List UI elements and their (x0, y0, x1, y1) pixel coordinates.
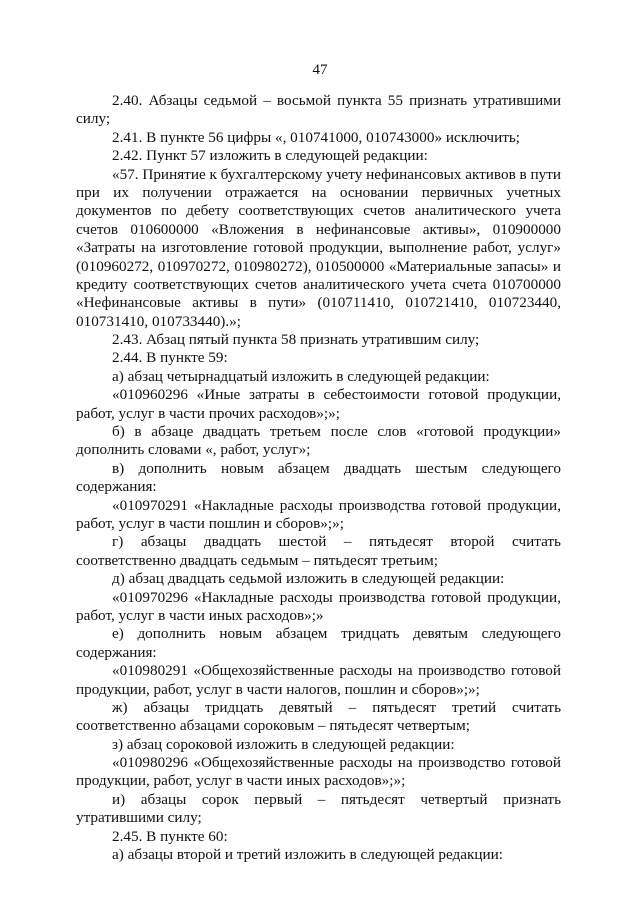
text-line: соответственно абзацами сороковым – пятьдесят четвертым; (76, 717, 470, 735)
text-line: «010980291 «Общехозяйственные расходы на производство готовой (112, 662, 561, 680)
text-line: г) абзацы двадцать шестой – пятьдесят второй считать (112, 533, 561, 551)
text-line: соответственно двадцать седьмым – пятьдесят третьим; (76, 551, 438, 569)
text-line: работ, услуг в части прочих расходов»;»; (76, 404, 340, 422)
text-line: «Нефинансовые активы в пути» (010711410, 010721410, 010723440, (76, 294, 561, 312)
text-line: д) абзац двадцать седьмой изложить в следующей редакции: (112, 570, 505, 588)
text-line: силу; (76, 110, 111, 128)
text-line: (010960272, 010970272, 010980272), 010500000 «Материальные запасы» и (76, 257, 561, 275)
text-line: «57. Принятие к бухгалтерскому учету нефинансовых активов в пути (112, 165, 561, 183)
text-line: 2.44. В пункте 59: (112, 349, 228, 367)
text-line: утратившими силу; (76, 809, 202, 827)
text-line: 2.41. В пункте 56 цифры «, 010741000, 010743000» исключить; (112, 128, 520, 146)
text-line: счетов 010600000 «Вложения в нефинансовые активы», 010900000 (76, 220, 561, 238)
text-line: а) абзацы второй и третий изложить в следующей редакции: (112, 846, 503, 864)
text-line: содержания: (76, 478, 157, 496)
text-line: «010980296 «Общехозяйственные расходы на производство готовой (112, 754, 561, 772)
text-line: а) абзац четырнадцатый изложить в следующей редакции: (112, 367, 490, 385)
text-line: кредиту соответствующих счетов аналитического учета счета 010700000 (76, 275, 561, 293)
text-line: 2.42. Пункт 57 изложить в следующей редакции: (112, 147, 428, 165)
text-line: при их получении отражается на основании первичных учетных (76, 183, 561, 201)
text-line: 2.43. Абзац пятый пункта 58 признать утратившим силу; (112, 331, 480, 349)
text-line: дополнить словами «, работ, услуг»; (76, 441, 311, 459)
text-line: и) абзацы сорок первый – пятьдесят четвертый признать (112, 790, 561, 808)
text-line: продукции, работ, услуг в части налогов, пошлин и сборов»;»; (76, 680, 480, 698)
text-line: з) абзац сороковой изложить в следующей редакции: (112, 735, 455, 753)
text-line: «Затраты на изготовление готовой продукции, выполнение работ, услуг» (76, 239, 561, 257)
page-number: 47 (312, 62, 328, 78)
text-line: «010970296 «Накладные расходы производства готовой продукции, (112, 588, 561, 606)
text-line: 2.45. В пункте 60: (112, 827, 228, 845)
text-line: 2.40. Абзацы седьмой – восьмой пункта 55 признать утратившими (112, 92, 561, 109)
text-line: «010960296 «Иные затраты в себестоимости готовой продукции, (112, 386, 561, 404)
text-line: продукции, работ, услуг в части иных расходов»;»; (76, 772, 406, 790)
text-line: «010970291 «Накладные расходы производства готовой продукции, (112, 496, 561, 514)
text-line: работ, услуг в части пошлин и сборов»;»; (76, 514, 344, 532)
text-line: содержания: (76, 643, 157, 661)
document-body (76, 92, 561, 864)
text-line: б) в абзаце двадцать третьем после слов «готовой продукции» (112, 423, 561, 441)
text-line: ж) абзацы тридцать девятый – пятьдесят третий считать (112, 698, 561, 716)
text-line: 010731410, 010733440).»; (76, 312, 241, 330)
text-line: е) дополнить новым абзацем тридцать девятым следующего (112, 625, 561, 643)
text-line: документов по дебету соответствующих счетов аналитического учета (76, 202, 561, 220)
text-line: в) дополнить новым абзацем двадцать шестым следующего (112, 459, 561, 477)
text-line: работ, услуг в части иных расходов»;» (76, 606, 324, 624)
